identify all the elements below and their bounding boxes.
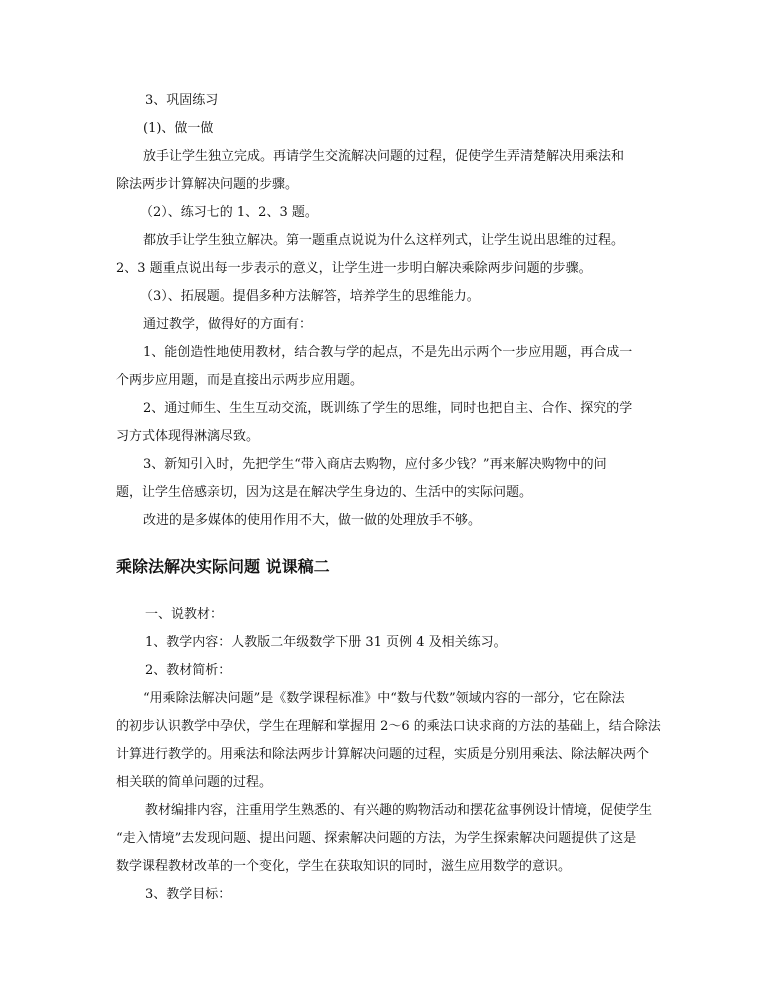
item1-text-line2: 除法两步计算解决问题的步骤。 [116,177,299,192]
reflection-point3-line2: 题，让学生倍感亲切，因为这是在解决学生身边的、生活中的实际问题。 [116,485,533,500]
analysis-p1-line2: 的初步认识教学中孕伏，学生在理解和掌握用 2～6 的乘法口诀求商的方法的基础上，结合除法 [116,719,661,734]
item2-title: （2）、练习七的 1、2、3 题。 [140,205,318,220]
analysis-p1-line3: 计算进行教学的。用乘法和除法两步计算解决问题的过程，实质是分别用乘法、除法解决两个 [116,747,650,762]
reflection-point1-line2: 个两步应用题，而是直接出示两步应用题。 [116,373,364,388]
goals-title: 3、教学目标： [145,887,232,902]
analysis-p1-line4: 相关联的简单问题的过程。 [116,775,273,790]
teaching-content: 1、教学内容：人教版二年级数学下册 31 页例 4 及相关练习。 [145,635,507,650]
reflection-point3-line1: 3、新知引入时，先把学生“带入商店去购物，应付多少钱？”再来解决购物中的问 [143,457,607,472]
analysis-p2-line1: 教材编排内容，注重用学生熟悉的、有兴趣的购物活动和摆花盆事例设计情境，促使学生 [145,803,653,818]
section-title-practice: 3、巩固练习 [145,93,219,108]
reflection-point2-line1: 2、通过师生、生生互动交流，既训练了学生的思维，同时也把自主、合作、探究的学 [143,401,633,416]
item2-text-line2: 2、3 题重点说出每一步表示的意义，让学生进一步明白解决乘除两步问题的步骤。 [116,261,592,276]
item-materials: 一、说教材： [145,607,224,622]
reflection-intro: 通过教学，做得好的方面有： [143,317,313,332]
item2-text-line1: 都放手让学生独立解决。第一题重点说说为什么这样列式，让学生说出思维的过程。 [143,233,625,248]
analysis-title: 2、教材简析： [145,663,232,678]
item3-text: （3）、拓展题。提倡多种方法解答，培养学生的思维能力。 [140,289,480,304]
analysis-p1-line1: “用乘除法解决问题”是《数学课程标准》中“数与代数”领域内容的一部分，它在除法 [143,691,625,706]
reflection-improve: 改进的是多媒体的使用作用不大，做一做的处理放手不够。 [143,513,482,528]
reflection-point1-line1: 1、能创造性地使用教材，结合教与学的起点，不是先出示两个一步应用题，再合成一 [143,345,633,360]
item1-text-line1: 放手让学生独立完成。再请学生交流解决问题的过程，促使学生弄清楚解决用乘法和 [143,149,625,164]
item1-title: (1)、做一做 [143,121,214,136]
section2-heading: 乘除法解决实际问题 说课稿二 [116,557,330,576]
analysis-p2-line3: 数学课程教材改革的一个变化，学生在获取知识的同时，滋生应用数学的意识。 [116,859,572,874]
reflection-point2-line2: 习方式体现得淋漓尽致。 [116,429,260,444]
analysis-p2-line2: “走入情境”去发现问题、提出问题、探索解决问题的方法，为学生探索解决问题提供了这是 [116,831,637,846]
